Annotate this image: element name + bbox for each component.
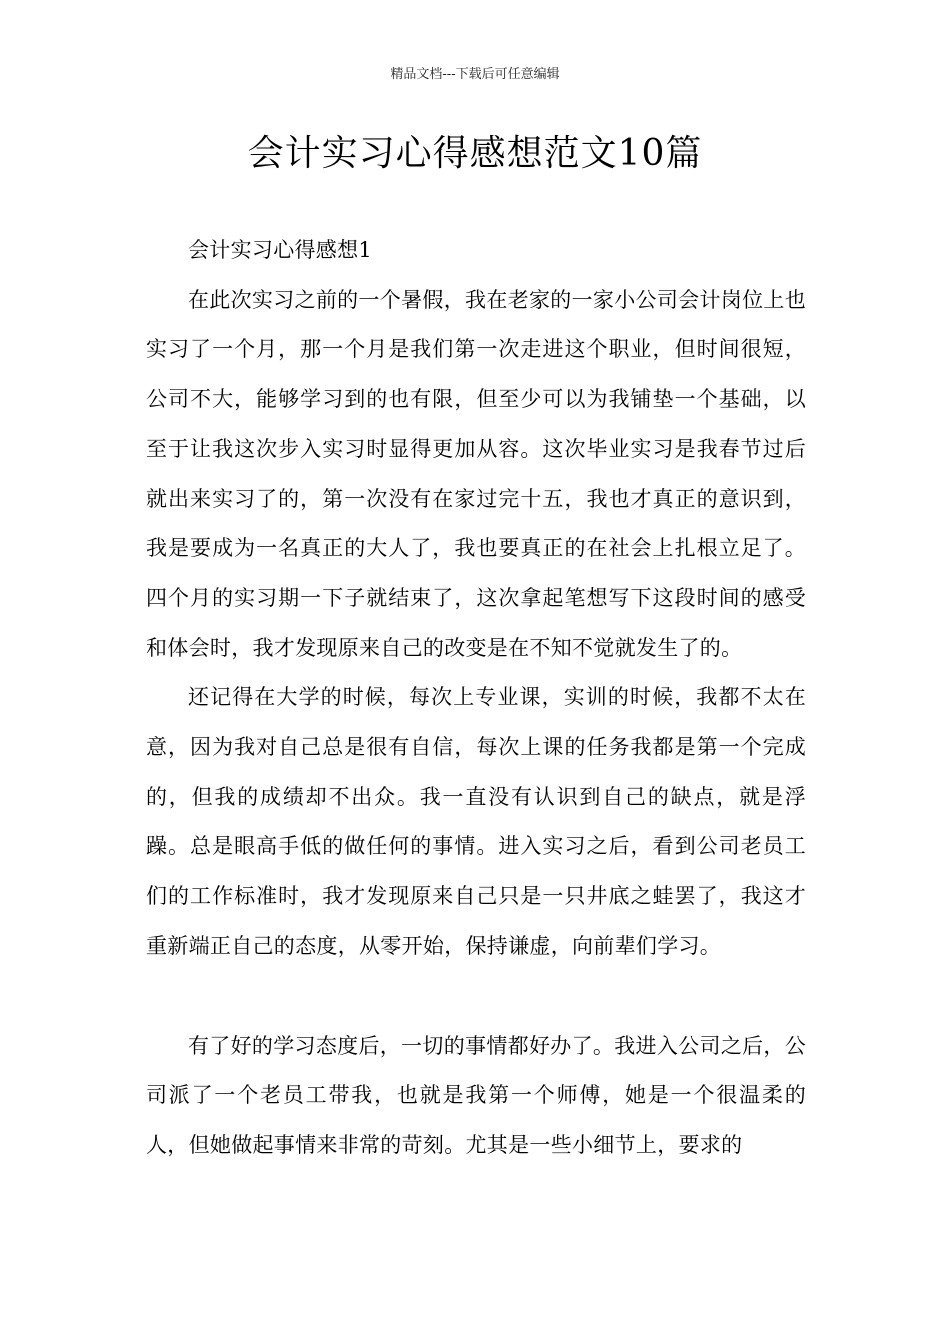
paragraph-2: 还记得在大学的时候，每次上专业课，实训的时候，我都不太在意，因为我对自己总是很有自信，每次上课的任务我都是第一个完成的，但我的成绩却不出众。我一直没有认识到自己的缺点，就是浮躁。总是眼高手低的做任何的事情。进入实习之后，看到公司老员工们的工作标准时，我才发现原来自己只是一只井底之蛙罢了，我这才重新端正自己的态度，从零开始，保持谦虚，向前辈们学习。: [146, 685, 806, 958]
paragraph-1: 在此次实习之前的一个暑假，我在老家的一家小公司会计岗位上也实习了一个月，那一个月是我们第一次走进这个职业，但时间很短，公司不大，能够学习到的也有限，但至少可以为我铺垫一个基础，以至于让我这次步入实习时显得更加从容。这次毕业实习是我春节过后就出来实习了的，第一次没有在家过完十五，我也才真正的意识到，我是要成为一名真正的大人了，我也要真正的在社会上扎根立足了。四个月的实习期一下子就结束了，这次拿起笔想写下这段时间的感受和体会时，我才发现原来自己的改变是在不知不觉就发生了的。: [146, 287, 806, 660]
paragraph-spacer: [146, 972, 806, 1022]
document-body: [146, 226, 806, 1171]
document-title: 会计实习心得感想范文10篇: [247, 133, 703, 174]
paragraph-3: 有了好的学习态度后，一切的事情都好办了。我进入公司之后，公司派了一个老员工带我，也就是我第一个师傅，她是一个很温柔的人，但她做起事情来非常的苛刻。尤其是一些小细节上，要求的: [146, 1033, 806, 1157]
page-header-note: 精品文档---下载后可任意编辑: [390, 67, 560, 82]
section-heading: 会计实习心得感想1: [188, 238, 373, 262]
